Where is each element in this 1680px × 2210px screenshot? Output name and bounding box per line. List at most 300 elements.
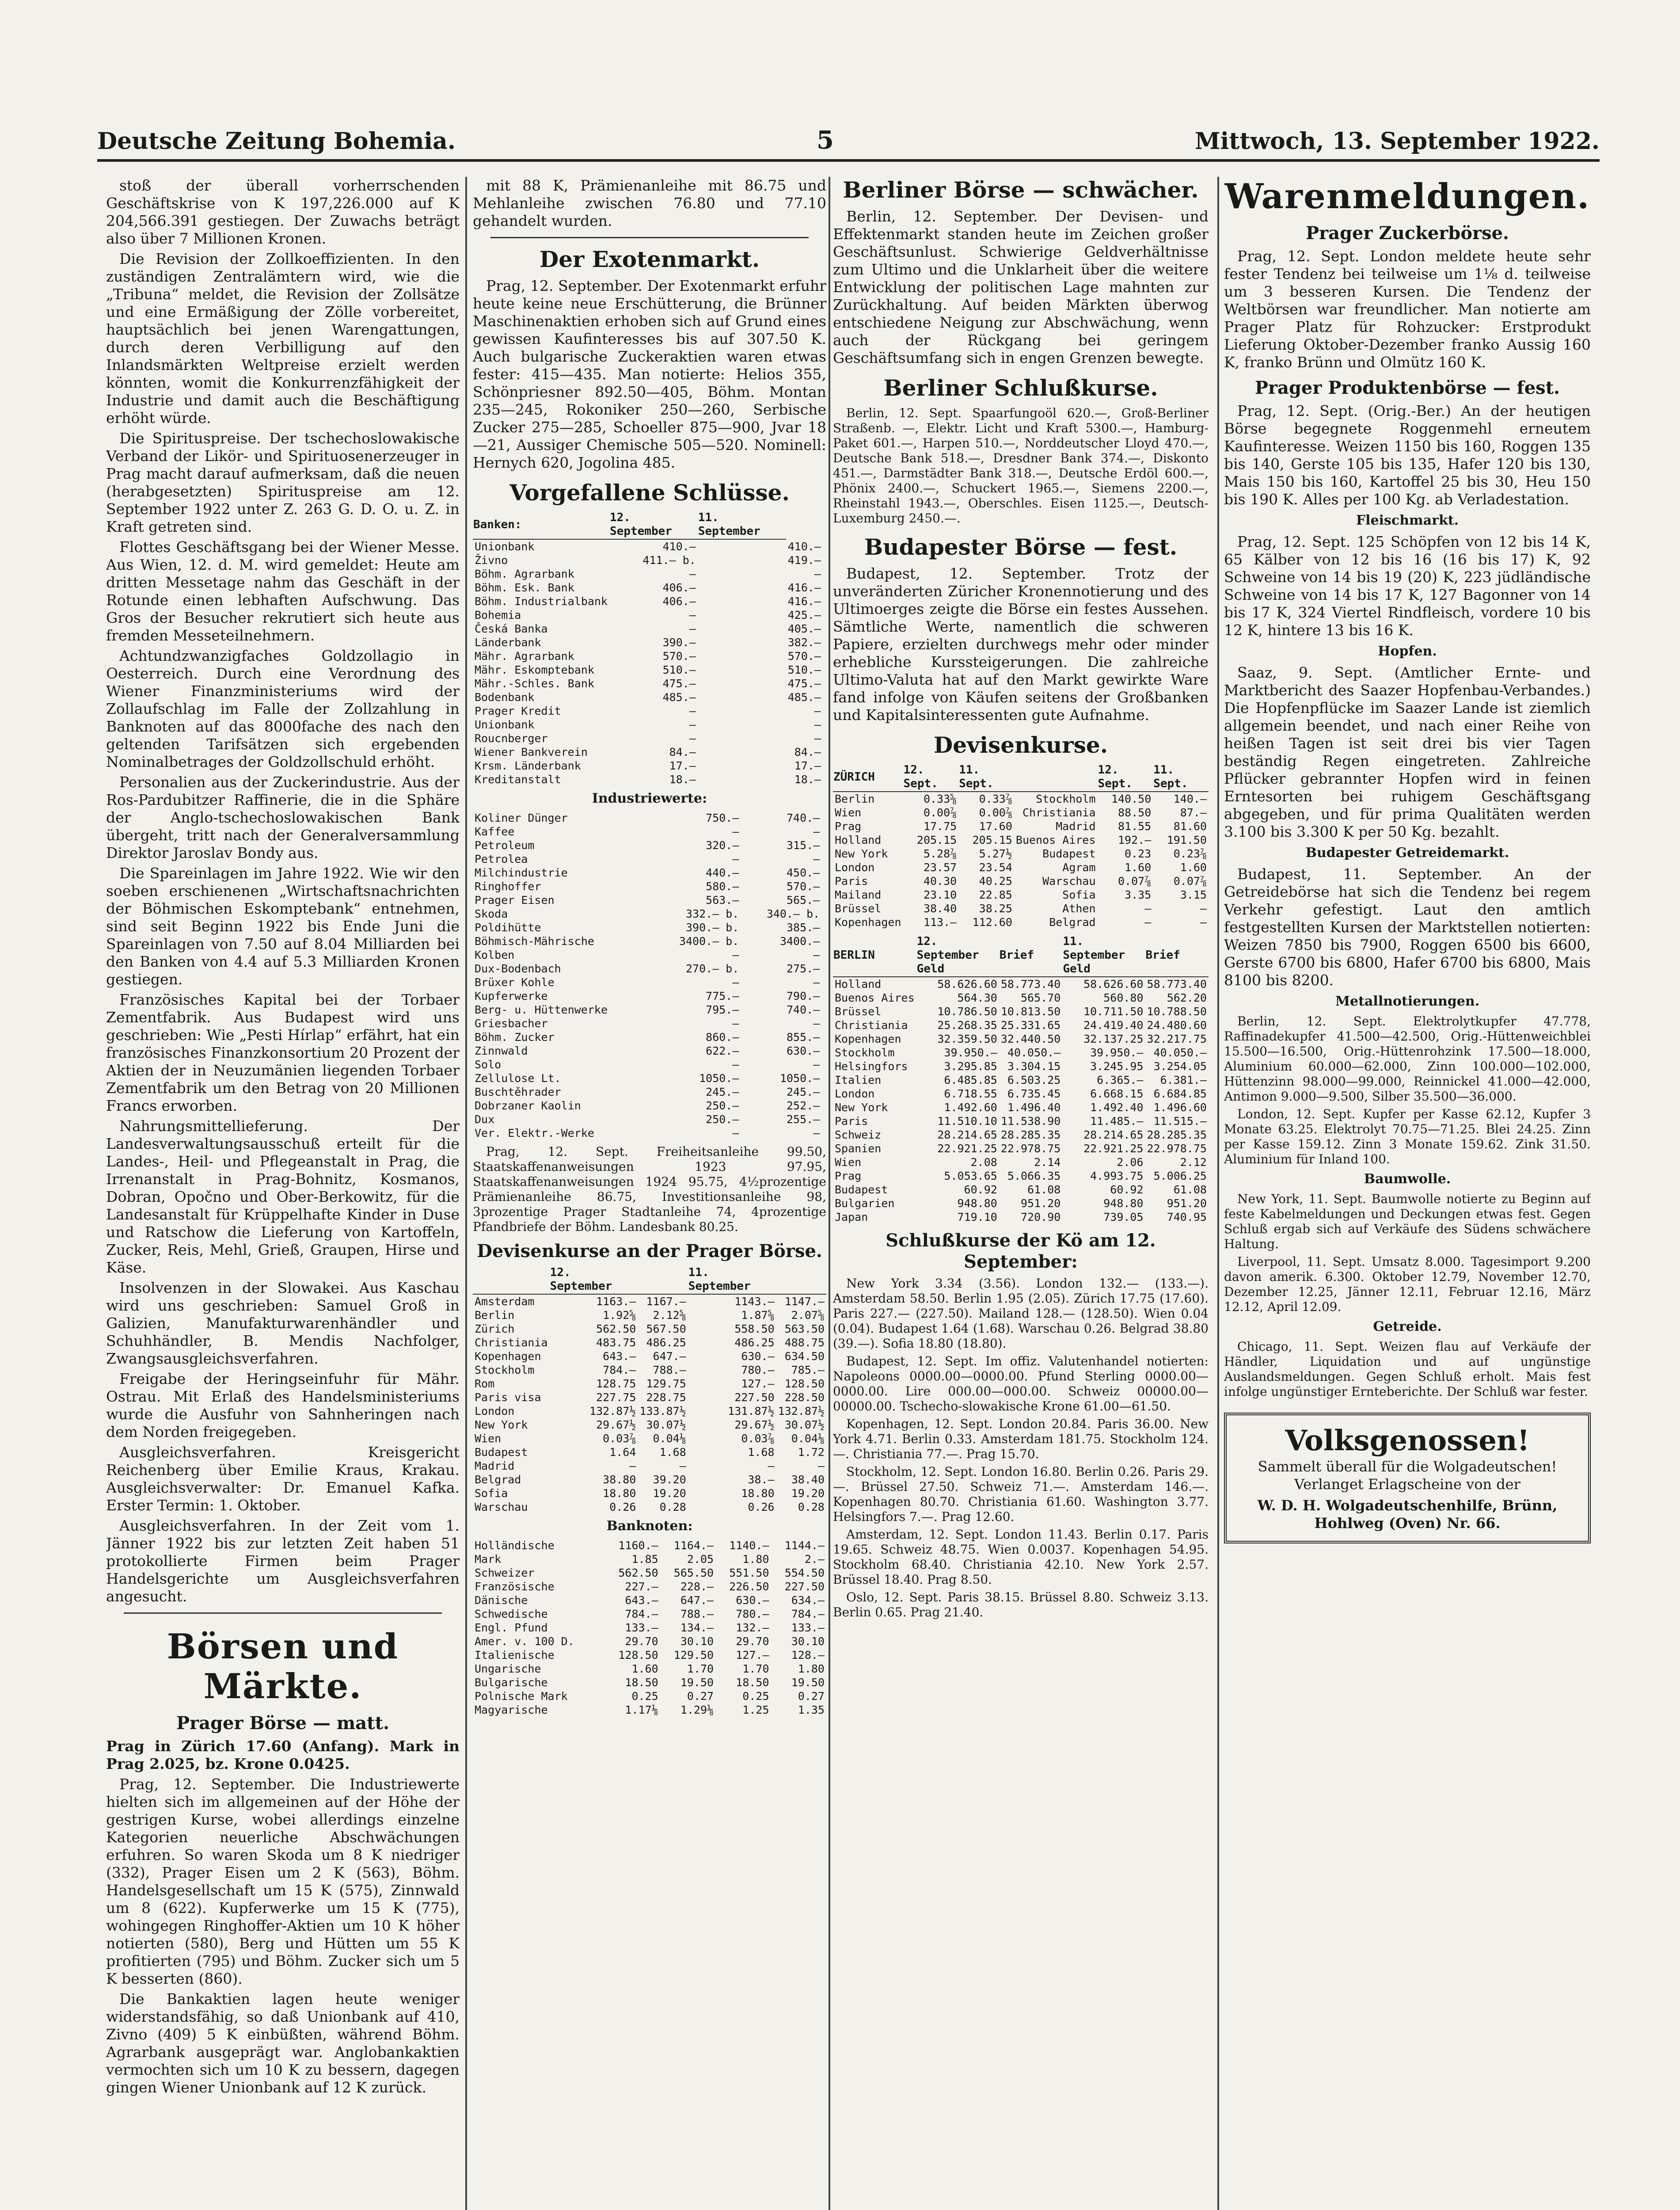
table-cell: 485.—: [662, 691, 696, 704]
table-cell: Böhmisch-Mährische: [475, 935, 594, 948]
table-cell: [698, 732, 786, 745]
table-cell: 29.67½: [734, 1418, 775, 1431]
paragraph: Prag, 12. Sept. (Orig.-Ber.) An der heutigen Börse begegnete Roggenmehl erneutem Kaufinteresse. Weizen 1150 bis 160, Roggen 135 bis 140, Gerste 105 bis 135, Hafer 120 bis 130, Mais 150 bis 160, Kartoffel 25 bis 30, Heu 150 bis 190 K. Alles per 100 Kg. ab Verladestation.: [1224, 402, 1591, 508]
table-cell: 0.00⅞: [979, 806, 1012, 819]
article-heading: Berliner Schlußkurse.: [883, 375, 1158, 401]
table-cell: 10.711.50: [1083, 1005, 1144, 1018]
article-heading: Devisenkurse an der Prager Börse.: [477, 1241, 822, 1261]
table-cell: Wien: [475, 1432, 502, 1445]
paragraph: Berlin, 12. Sept. Spaarfungoöl 620.—, Groß-Berliner Straßenb. —, Elektr. Licht und Kraft 5300.—, Hamburg-Paket 601.—, Harpen 510.—, Norddeutscher Lloyd 470.—, Deutsche Bank 518.—, Dresdner Bank 374.—, Diskonto 451.—, Darmstädter Bank 318.—, Deutsche Erdöl 600.—, Phönix 2400.—, Schuckert 1965.—, Siemens 2200.—, Rheinstahl 1943.—, Oberschles. Eisen 1125.—, Deutsch-Luxemburg 2450.—.: [833, 406, 1209, 526]
table-row: [473, 567, 826, 581]
table-row: [473, 1349, 826, 1363]
table-cell: Berg- u. Hüttenwerke: [475, 1003, 608, 1016]
table-row: [833, 1142, 1209, 1155]
table-cell: 191.50: [1167, 834, 1207, 846]
article-heading: Der Exotenmarkt.: [539, 246, 760, 272]
table-header-cell: ZÜRICH: [833, 763, 903, 792]
table-cell: 488.75: [784, 1336, 825, 1349]
table-row: [473, 852, 826, 866]
table-cell: 270.— b.: [686, 962, 739, 975]
paragraph: Prag, 12. Sept. London meldete heute sehr fester Tendenz bei teilweise um 1⅛ d. teilweise um 3 besseren Kursen. Die Tendenz der Weltbörsen war freundlicher. Man notierte am Prager Platz für Rohzucker: Erstprodukt Lieferung Oktober-Dezember franko Aussig 160 K, franko Brünn und Olmütz 160 K.: [1224, 248, 1591, 371]
table-row: [473, 1071, 826, 1085]
table-cell: 128.75: [596, 1377, 636, 1390]
table-cell: [821, 1058, 826, 1071]
table-cell: [823, 663, 826, 677]
table-cell: Prager Eisen: [475, 894, 555, 907]
table-cell: Dux: [475, 1113, 495, 1126]
table-row: [473, 1336, 826, 1349]
table-cell: Unionbank: [475, 540, 535, 553]
table-cell: 38.25: [979, 902, 1012, 915]
table-cell: [821, 1085, 826, 1099]
table-cell: —: [814, 732, 821, 745]
table-cell: 22.978.75: [1000, 1142, 1061, 1155]
table-cell: 0.27: [687, 1690, 714, 1703]
table-cell: 38.40: [791, 1473, 825, 1486]
table-header-cell: [473, 1265, 550, 1294]
table-cell: 790.—: [786, 990, 820, 1002]
table-cell: —: [817, 1459, 825, 1472]
table-cell: 32.440.50: [1000, 1033, 1061, 1045]
table-cell: 739.05: [1103, 1211, 1144, 1223]
table-cell: 29.67½: [596, 1418, 636, 1431]
table-cell: 23.54: [979, 861, 1012, 874]
table-cell: Koliner Dünger: [475, 812, 568, 824]
table-cell: 129.75: [646, 1377, 686, 1390]
table-cell: 1.70: [687, 1662, 714, 1675]
table-cell: 250.—: [706, 1099, 739, 1112]
table-cell: 0.33⅝: [923, 793, 957, 805]
table-row: [473, 1377, 826, 1391]
table-row: [833, 1046, 1209, 1059]
table-cell: 84.—: [669, 746, 696, 758]
table-cell: Schwedische: [475, 1608, 548, 1620]
table-cell: Zürich: [475, 1322, 515, 1335]
table-cell: 3400.—: [779, 935, 820, 948]
table-cell: 129.50: [673, 1649, 714, 1661]
table-cell: Warschau: [475, 1501, 528, 1513]
table-cell: 40.25: [979, 875, 1012, 888]
table-cell: 562.50: [596, 1322, 636, 1335]
table-cell: [821, 1113, 826, 1126]
table-cell: —: [732, 825, 739, 838]
table-row: [473, 1539, 826, 1552]
table-cell: 1.35: [798, 1703, 825, 1716]
table-cell: Ungarische: [475, 1662, 541, 1675]
table-cell: 551.50: [729, 1566, 769, 1579]
table-cell: 192.—: [1117, 834, 1152, 846]
table-cell: Dobrzaner Kaolin: [475, 1099, 581, 1112]
column-4: [1224, 177, 1591, 2210]
table-cell: 0.03⅞: [603, 1432, 636, 1445]
table-cell: —: [689, 732, 696, 745]
table-cell: 227.50: [734, 1391, 775, 1404]
table-cell: 133.87½: [639, 1405, 686, 1417]
table-cell: Böhm. Agrarbank: [475, 568, 574, 580]
table-cell: 855.—: [786, 1031, 820, 1044]
table-cell: 133.—: [791, 1621, 825, 1634]
table-cell: [741, 1030, 745, 1044]
table-cell: Stockholm: [835, 1046, 895, 1059]
table-cell: 634.50: [784, 1350, 825, 1363]
table-cell: 39.20: [653, 1473, 686, 1486]
table-cell: 784.—: [791, 1608, 825, 1620]
table-cell: —: [813, 1017, 820, 1030]
table-row: [833, 888, 1209, 902]
article-heading: Metallnotierungen.: [1335, 994, 1480, 1009]
table-row: [473, 989, 826, 1003]
paragraph: Ausgleichsverfahren. In der Zeit vom 1. Jänner 1922 bis zur letzten Zeit haben 51 protokollierte Firmen beim Prager Handelsgerichte um Ausgleichsverfahren angesucht.: [106, 1517, 460, 1605]
table-cell: 951.20: [1021, 1197, 1061, 1210]
table-cell: 1.492.40: [1090, 1101, 1144, 1114]
table-row: [473, 1322, 826, 1336]
table-cell: 205.15: [916, 834, 957, 846]
table-cell: Paris visa: [475, 1391, 541, 1404]
table-cell: Schweiz: [835, 1128, 882, 1141]
table-cell: 2.05: [687, 1553, 714, 1566]
paragraph: Französisches Kapital bei der Torbaer Zementfabrik. Aus Budapest wird uns geschrieben: Wie „Pesti Hírlap“ erfährt, hat ein französisches Finanzkonsortium 20 Prozent der Aktien der in Neuzumänien liegenden Torbaer Zementfabrik um den Betrag von 20 Millionen Francs erworben.: [106, 991, 460, 1114]
table-cell: [821, 975, 826, 989]
table-cell: Solo: [475, 1058, 502, 1071]
table-cell: 788.—: [680, 1608, 714, 1620]
table-cell: 3.245.95: [1090, 1060, 1144, 1073]
table-cell: [823, 690, 826, 704]
table-cell: 127.—: [736, 1649, 769, 1661]
table-row: [473, 594, 826, 608]
table-cell: —: [814, 568, 821, 580]
table-cell: 560.80: [1103, 991, 1144, 1004]
table-cell: 10.788.50: [1147, 1005, 1207, 1018]
table-cell: [823, 718, 826, 732]
table-cell: 38.80: [603, 1473, 636, 1486]
table-cell: —: [814, 705, 821, 717]
table-cell: 1.80: [798, 1662, 825, 1675]
table-cell: [821, 907, 826, 921]
table-cell: Engl. Pfund: [475, 1621, 548, 1634]
table-row: [473, 1308, 826, 1322]
table-cell: 38.—: [748, 1473, 775, 1486]
table-cell: 740.—: [786, 812, 820, 824]
table-row: [473, 962, 826, 975]
table-cell: —: [629, 1459, 636, 1472]
article-heading: Fleischmarkt.: [1356, 513, 1459, 528]
table-row: [473, 1418, 826, 1432]
table-cell: 4.993.75: [1090, 1170, 1144, 1182]
paragraph: Berlin, 12. Sept. Elektrolytkupfer 47.778, Raffinadekupfer 41.500—42.500, Orig.-Hüttenweichblei 15.500—16.500, Orig.-Hüttenrohzink 17.500—18.000, Aluminium 60.000—62.000, Zinn 100.000—102.000, Hüttenzinn 98.000—99.000, Reinnickel 41.000—42.000, Antimon 9.000—9.500, Silber 35.500—36.000.: [1224, 1014, 1591, 1104]
table-cell: 1.60: [1125, 861, 1152, 874]
article-heading: Prager Börse — matt.: [176, 1713, 389, 1734]
table-row: [473, 1017, 826, 1030]
table-cell: 6.735.45: [1007, 1087, 1061, 1100]
table-cell: 2.07⅝: [791, 1309, 825, 1322]
table-cell: [823, 759, 826, 773]
table-cell: 6.503.25: [1007, 1074, 1061, 1086]
table-cell: [741, 921, 745, 934]
table-cell: 134.—: [680, 1621, 714, 1634]
article-heading: Devisenkurse.: [933, 732, 1108, 758]
table-cell: 1.64: [609, 1446, 636, 1459]
table-cell: 860.—: [706, 1031, 739, 1044]
table-cell: 0.33⅞: [979, 793, 1012, 805]
table-cell: 1.29⅛: [680, 1703, 714, 1716]
table-cell: 486.25: [734, 1336, 775, 1349]
table-row: [473, 690, 826, 704]
table-row: [473, 704, 826, 718]
table-cell: 0.04⅛: [791, 1432, 825, 1445]
table-cell: Zinnwald: [475, 1044, 528, 1057]
table-cell: Paris: [835, 875, 868, 888]
table-row: [473, 1580, 826, 1593]
column-3: [833, 177, 1209, 2210]
table-cell: 719.10: [957, 1211, 997, 1223]
table-cell: [741, 989, 745, 1003]
paragraph: Oslo, 12. Sept. Paris 38.15. Brüssel 8.80. Schweiz 3.13. Berlin 0.65. Prag 21.40.: [833, 1590, 1209, 1619]
table-row: [473, 1404, 826, 1418]
table-row: [473, 1445, 826, 1459]
table-header-cell: 12. Sept.: [903, 763, 959, 792]
table-cell: 1050.—: [779, 1072, 820, 1085]
table-cell: 28.285.35: [1000, 1128, 1061, 1141]
table-cell: 39.950.—: [1090, 1046, 1144, 1059]
table-row: [473, 907, 826, 921]
table-cell: 390.— b.: [686, 921, 739, 934]
table-cell: [698, 649, 786, 663]
table-cell: 1167.—: [646, 1295, 686, 1308]
table-cell: Prager Kredit: [475, 705, 561, 717]
table-cell: [741, 1085, 745, 1099]
table-cell: [698, 663, 786, 677]
table-row: [833, 861, 1209, 874]
table-cell: Französische: [475, 1580, 555, 1593]
table-cell: 84.—: [794, 746, 821, 758]
table-cell: Kolben: [475, 949, 515, 961]
table-cell: Bodenbank: [475, 691, 535, 704]
paragraph: Nahrungsmittellieferung. Der Landesverwaltungsausschuß erteilt für die Landes-, Heil- und Pflegeanstalt in Prag, die Irrenanstalt in Prag-Bohnitz, Kosmanos, Dobran, Opočno und Ober-Berkowitz, für die Landesanstalt für Krüppelhafte Kinder in Duse und Ratschow die Lieferung von Kartoffeln, Zucker, Reis, Mehl, Grieß, Graupen, Hirse und Käse.: [106, 1117, 460, 1276]
table-cell: 948.80: [957, 1197, 997, 1210]
table-cell: 567.50: [646, 1322, 686, 1335]
table-cell: 558.50: [734, 1322, 775, 1335]
table-cell: —: [732, 853, 739, 865]
table-cell: 133.—: [625, 1621, 658, 1634]
table-row: [833, 1018, 1209, 1032]
table-cell: 1.496.40: [1007, 1101, 1061, 1114]
column-divider: [465, 177, 467, 2210]
table-cell: 1.68: [659, 1446, 686, 1459]
table-cell: —: [813, 949, 820, 961]
table-cell: 23.57: [923, 861, 957, 874]
table-cell: Holland: [835, 978, 882, 991]
table-cell: 1.492.60: [944, 1101, 997, 1114]
table-cell: [698, 594, 786, 608]
table-cell: —: [732, 1058, 739, 1071]
table-cell: [698, 718, 786, 732]
table-cell: 18.50: [736, 1676, 769, 1689]
table-cell: 17.—: [794, 759, 821, 772]
article-heading: Getreide.: [1373, 1319, 1442, 1334]
table-cell: 19.20: [791, 1487, 825, 1500]
table-cell: 17.—: [669, 759, 696, 772]
table-row: [473, 1607, 826, 1621]
table-cell: 1164.—: [673, 1539, 714, 1552]
table-cell: 3400.— b.: [679, 935, 739, 948]
paragraph: Budapest, 12. Sept. Im offiz. Valutenhandel notierten: Napoleons 0000.00—0000.00. Pfund Sterling 0000.00—0000.00. Lire 000.00—000.00. Schweiz 00000.00—00000.00. Tschecho-slowakische Krone 61.00—61.50.: [833, 1354, 1209, 1414]
table-row: [473, 732, 826, 745]
table-cell: 1163.—: [596, 1295, 636, 1308]
table-cell: 784.—: [625, 1608, 658, 1620]
table-cell: 2.12⅝: [653, 1309, 686, 1322]
table-cell: 562.50: [618, 1566, 658, 1579]
paragraph: New York 3.34 (3.56). London 132.— (133.—). Amsterdam 58.50. Berlin 1.95 (2.05). Zürich 17.75 (17.60). Paris 227.— (227.50). Mailand 128.— (128.50). Wien 0.04 (0.04). Budapest 1.64 (1.68). Warschau 0.26. Belgrad 38.80 (39.—). Sofia 18.80 (18.80).: [833, 1276, 1209, 1351]
table-row: [473, 1003, 826, 1017]
table-cell: Berlin: [835, 793, 875, 805]
lead-line: Prag in Zürich 17.60 (Anfang). Mark in Prag 2.025, bz. Krone 0.0425.: [106, 1738, 460, 1772]
table-cell: 3.304.15: [1007, 1060, 1061, 1073]
table-cell: 32.359.50: [937, 1033, 997, 1045]
table-row: [473, 649, 826, 663]
table-cell: Schweizer: [475, 1566, 535, 1579]
table-cell: [698, 677, 786, 690]
table-cell: 5.053.65: [944, 1170, 997, 1182]
article-heading: Baumwolle.: [1364, 1171, 1451, 1187]
section-heading: Börsen und Märkte.: [167, 1627, 399, 1707]
table-cell: 30.10: [791, 1635, 825, 1648]
table-cell: 19.50: [680, 1676, 714, 1689]
table-cell: [698, 773, 786, 786]
table-cell: Brüssel: [835, 902, 882, 915]
table-cell: 0.00⅞: [923, 806, 957, 819]
table-cell: 1.496.60: [1153, 1101, 1207, 1114]
table-row: [473, 1085, 826, 1099]
paragraph: Die Revision der Zollkoeffizienten. In den zuständigen Zentralämtern wird, wie die „Tribuna“ meldet, die Revision der Zollsätze und eine Ermäßigung der Zölle vorbereitet, hauptsächlich bei jenen Warengattungen, durch deren Verbilligung auf den Inlandsmärkten Weltpreise erzielt werden könnten, womit die Konkurrenzfähigkeit der Industrie und damit auch die Beschäftigung erhöht würde.: [106, 250, 460, 427]
table-row: [833, 847, 1209, 861]
table-cell: Buenos Aires: [1015, 834, 1096, 846]
table-cell: [823, 677, 826, 690]
table-cell: 948.80: [1103, 1197, 1144, 1210]
section-heading: Warenmeldungen.: [1224, 177, 1590, 217]
table-cell: 486.25: [646, 1336, 686, 1349]
paragraph: Budapest, 11. September. An der Getreidebörse hat sich die Tendenz bei regem Verkehr gefestigt. Laut den amtlich festgestellten Kursen der Marktstellen notierten: Weizen 7850 bis 7900, Roggen 6500 bis 6600, Gerste 6700 bis 6800, Hafer 6700 bis 6800, Mais 8100 bis 8200.: [1224, 865, 1591, 989]
table-cell: [741, 1017, 745, 1030]
table-cell: 19.50: [791, 1676, 825, 1689]
table-cell: [821, 1017, 826, 1030]
table-cell: 2.06: [1117, 1156, 1144, 1169]
table-cell: Kopenhagen: [835, 1033, 901, 1045]
table-cell: —: [689, 568, 696, 580]
table-cell: [823, 567, 826, 581]
table-cell: —: [1200, 916, 1207, 929]
paragraph: Ausgleichsverfahren. Kreisgericht Reichenberg über Emilie Kraus, Krakau. Ausgleichsverwalter: Dr. Emanuel Kafka. Erster Termin: 1. Oktober.: [106, 1444, 460, 1514]
table-row: [833, 902, 1209, 915]
table-cell: [741, 1058, 745, 1071]
issue-date: Mittwoch, 13. September 1922.: [1195, 128, 1600, 155]
paragraph: Budapest, 12. September. Trotz der unveränderten Züricher Kronennotierung und des Ultimoerges zeigte die Börse ein festes Aussehen. Sämtliche Werte, namentlich die schweren Papiere, erzielten durchwegs mehr oder minder erhebliche Kurssteigerungen. Die zahlreiche Ultimo-Valuta hat auf den Markt gewirkte Ware fand infolge von Käufen seitens der Großbanken und Kapitalsinteressenten gute Aufnahme.: [833, 565, 1209, 724]
table-cell: 630.—: [741, 1350, 775, 1363]
table-cell: [698, 608, 786, 622]
table-cell: 510.—: [662, 663, 696, 676]
table-cell: —: [732, 949, 739, 961]
table-row: [833, 1169, 1209, 1183]
table-cell: 750.—: [706, 812, 739, 824]
table-row: [833, 833, 1209, 847]
table-cell: [741, 948, 745, 962]
table-cell: 131.87½: [728, 1405, 775, 1417]
table-row: [833, 1101, 1209, 1114]
table-cell: Christiania: [475, 1336, 548, 1349]
table-row: [833, 1155, 1209, 1169]
table-cell: —: [732, 1127, 739, 1139]
table-cell: [821, 1003, 826, 1017]
table-cell: 127.—: [741, 1377, 775, 1390]
table-cell: 22.85: [979, 888, 1012, 901]
table-cell: [821, 893, 826, 907]
table-cell: 411.— b.: [642, 554, 696, 567]
table-row: [833, 1032, 1209, 1046]
table-cell: 2.14: [1034, 1156, 1061, 1169]
table-cell: 0.07⅞: [1173, 875, 1207, 888]
table-cell: 30.07½: [646, 1418, 686, 1431]
table-cell: Dux-Bodenbach: [475, 962, 561, 975]
table-cell: [741, 1003, 745, 1017]
table-row: [833, 1128, 1209, 1142]
table-header-cell: [776, 1265, 826, 1294]
table-cell: 6.381.—: [1160, 1074, 1207, 1086]
table-row: [833, 792, 1209, 806]
table-cell: 425.—: [787, 609, 821, 621]
table-cell: 18.50: [625, 1676, 658, 1689]
table-cell: —: [814, 718, 821, 731]
table-cell: [821, 852, 826, 866]
table-cell: —: [813, 1127, 820, 1139]
table-cell: 780.—: [741, 1364, 775, 1376]
table-cell: 563.50: [784, 1322, 825, 1335]
table-cell: 0.25: [742, 1690, 769, 1703]
table-cell: 88.50: [1117, 806, 1152, 819]
table-cell: 17.60: [979, 820, 1012, 833]
table-cell: Buenos Aires: [835, 991, 915, 1004]
table-cell: 113.—: [923, 916, 957, 929]
table-row: [473, 975, 826, 989]
table-cell: 630.—: [736, 1594, 769, 1607]
table-cell: 228.75: [646, 1391, 686, 1404]
table-cell: 563.—: [706, 894, 739, 907]
table-cell: Belgrad: [475, 1473, 521, 1486]
table-cell: 1.85: [631, 1553, 658, 1566]
table-cell: 5.28⅞: [923, 847, 957, 860]
table-cell: 58.626.60: [937, 978, 997, 991]
table-row: [473, 1113, 826, 1126]
paragraph: Achtundzwanzigfaches Goldzollagio in Oesterreich. Durch eine Verordnung des Wiener Finanzministeriums wird der Zollaufschlag im Falle der Zollzahlung in Banknoten auf das 8000fache des nach den geltenden Tarifsätzen sich ergebenden Nominalbetrages der Goldzollschuld erhöht.: [106, 647, 460, 770]
column-divider: [1217, 177, 1219, 2210]
table-cell: 406.—: [662, 595, 696, 608]
table-cell: 570.—: [786, 880, 820, 893]
table-cell: 554.50: [784, 1566, 825, 1579]
table-cell: 570.—: [787, 650, 821, 663]
table-cell: —: [813, 853, 820, 865]
table-cell: 784.—: [603, 1364, 636, 1376]
table-cell: 58.626.60: [1083, 978, 1144, 991]
table-cell: 32.217.75: [1147, 1033, 1207, 1045]
table-cell: —: [813, 976, 820, 989]
table-cell: 1.60: [631, 1662, 658, 1675]
table-cell: 1050.—: [699, 1072, 739, 1085]
table-cell: [821, 866, 826, 880]
table-cell: —: [813, 825, 820, 838]
table-row: [473, 1391, 826, 1404]
table-cell: Sofia: [475, 1487, 508, 1500]
table-cell: 3.295.85: [944, 1060, 997, 1073]
table-cell: 3.35: [1125, 888, 1152, 901]
column-1: [106, 177, 460, 2210]
